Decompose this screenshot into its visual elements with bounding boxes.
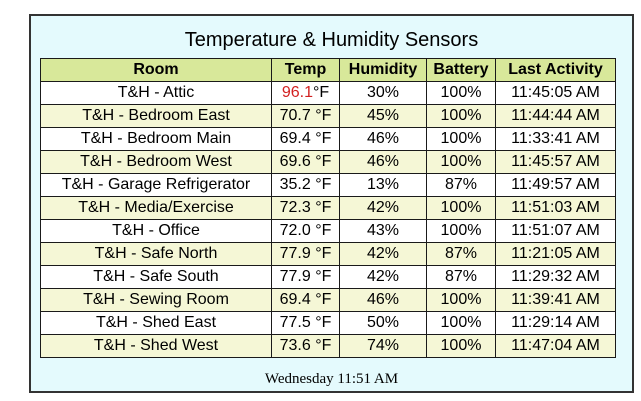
page-title: Temperature & Humidity Sensors (184, 29, 479, 51)
table-header-row (41, 59, 616, 82)
temp-cell (272, 82, 340, 105)
temp-value: 96.1 (281, 84, 313, 101)
humidity-cell: 42% (340, 243, 427, 266)
temp-unit: °F (310, 291, 332, 308)
last-activity-cell: 11:29:14 AM (496, 312, 616, 335)
battery-cell: 100% (427, 151, 496, 174)
column-header-battery: Battery (427, 59, 496, 82)
room-cell: T&H - Media/Exercise (41, 197, 272, 220)
footer-timestamp: Wednesday 11:51 AM (264, 371, 399, 387)
temp-unit: °F (310, 337, 332, 354)
battery-cell: 100% (427, 312, 496, 335)
temp-cell (272, 197, 340, 220)
battery-cell: 100% (427, 82, 496, 105)
temp-unit: °F (312, 84, 330, 101)
temp-cell (272, 335, 340, 358)
battery-cell: 100% (427, 289, 496, 312)
room-cell: T&H - Safe South (41, 266, 272, 289)
last-activity-cell: 11:33:41 AM (496, 128, 616, 151)
battery-cell: 100% (427, 197, 496, 220)
temp-unit: °F (310, 245, 332, 262)
temp-cell (272, 220, 340, 243)
table-row (41, 197, 616, 220)
temp-cell (272, 151, 340, 174)
last-activity-cell: 11:21:05 AM (496, 243, 616, 266)
temp-value: 70.7 (279, 107, 311, 124)
sensors-panel (29, 14, 634, 393)
temp-value: 35.2 (279, 176, 311, 193)
column-header-humidity: Humidity (340, 59, 427, 82)
temp-unit: °F (310, 107, 332, 124)
table-row (41, 128, 616, 151)
column-header-room: Room (41, 59, 272, 82)
temp-value: 69.4 (279, 291, 311, 308)
column-header-last-activity: Last Activity (496, 59, 616, 82)
table-row (41, 243, 616, 266)
last-activity-cell: 11:51:07 AM (496, 220, 616, 243)
humidity-cell: 46% (340, 128, 427, 151)
temp-value: 72.3 (279, 199, 311, 216)
room-cell: T&H - Bedroom East (41, 105, 272, 128)
last-activity-cell: 11:49:57 AM (496, 174, 616, 197)
sensors-table (40, 58, 616, 358)
room-cell: T&H - Office (41, 220, 272, 243)
humidity-cell: 42% (340, 266, 427, 289)
table-row (41, 220, 616, 243)
room-cell: T&H - Bedroom West (41, 151, 272, 174)
temp-unit: °F (310, 153, 332, 170)
room-cell: T&H - Garage Refrigerator (41, 174, 272, 197)
humidity-cell: 13% (340, 174, 427, 197)
humidity-cell: 45% (340, 105, 427, 128)
temp-cell (272, 243, 340, 266)
temp-value: 69.4 (279, 130, 311, 147)
humidity-cell: 42% (340, 197, 427, 220)
humidity-cell: 43% (340, 220, 427, 243)
temp-unit: °F (310, 222, 332, 239)
room-cell: T&H - Attic (41, 82, 272, 105)
battery-cell: 87% (427, 243, 496, 266)
room-cell: T&H - Safe North (41, 243, 272, 266)
temp-value: 77.9 (279, 245, 311, 262)
room-cell: T&H - Shed East (41, 312, 272, 335)
temp-value: 69.6 (279, 153, 311, 170)
last-activity-cell: 11:51:03 AM (496, 197, 616, 220)
temp-unit: °F (310, 314, 332, 331)
temp-cell (272, 105, 340, 128)
table-row (41, 266, 616, 289)
table-row (41, 174, 616, 197)
temp-cell (272, 266, 340, 289)
room-cell: T&H - Sewing Room (41, 289, 272, 312)
temp-unit: °F (310, 130, 332, 147)
temp-value: 72.0 (279, 222, 311, 239)
table-row (41, 82, 616, 105)
temp-unit: °F (310, 176, 332, 193)
temp-cell (272, 128, 340, 151)
temp-cell (272, 312, 340, 335)
humidity-cell: 46% (340, 151, 427, 174)
table-row (41, 312, 616, 335)
temp-unit: °F (310, 268, 332, 285)
temp-cell (272, 289, 340, 312)
battery-cell: 87% (427, 266, 496, 289)
last-activity-cell: 11:47:04 AM (496, 335, 616, 358)
last-activity-cell: 11:39:41 AM (496, 289, 616, 312)
battery-cell: 87% (427, 174, 496, 197)
humidity-cell: 50% (340, 312, 427, 335)
last-activity-cell: 11:29:32 AM (496, 266, 616, 289)
room-cell: T&H - Bedroom Main (41, 128, 272, 151)
battery-cell: 100% (427, 220, 496, 243)
last-activity-cell: 11:45:57 AM (496, 151, 616, 174)
table-row (41, 105, 616, 128)
temp-value: 77.5 (279, 314, 311, 331)
temp-unit: °F (310, 199, 332, 216)
table-row (41, 151, 616, 174)
column-header-temp: Temp (272, 59, 340, 82)
battery-cell: 100% (427, 335, 496, 358)
room-cell: T&H - Shed West (41, 335, 272, 358)
temp-cell (272, 174, 340, 197)
last-activity-cell: 11:45:05 AM (496, 82, 616, 105)
battery-cell: 100% (427, 128, 496, 151)
table-row (41, 289, 616, 312)
humidity-cell: 46% (340, 289, 427, 312)
last-activity-cell: 11:44:44 AM (496, 105, 616, 128)
temp-value: 73.6 (279, 337, 311, 354)
table-row (41, 335, 616, 358)
humidity-cell: 30% (340, 82, 427, 105)
humidity-cell: 74% (340, 335, 427, 358)
temp-value: 77.9 (279, 268, 311, 285)
battery-cell: 100% (427, 105, 496, 128)
